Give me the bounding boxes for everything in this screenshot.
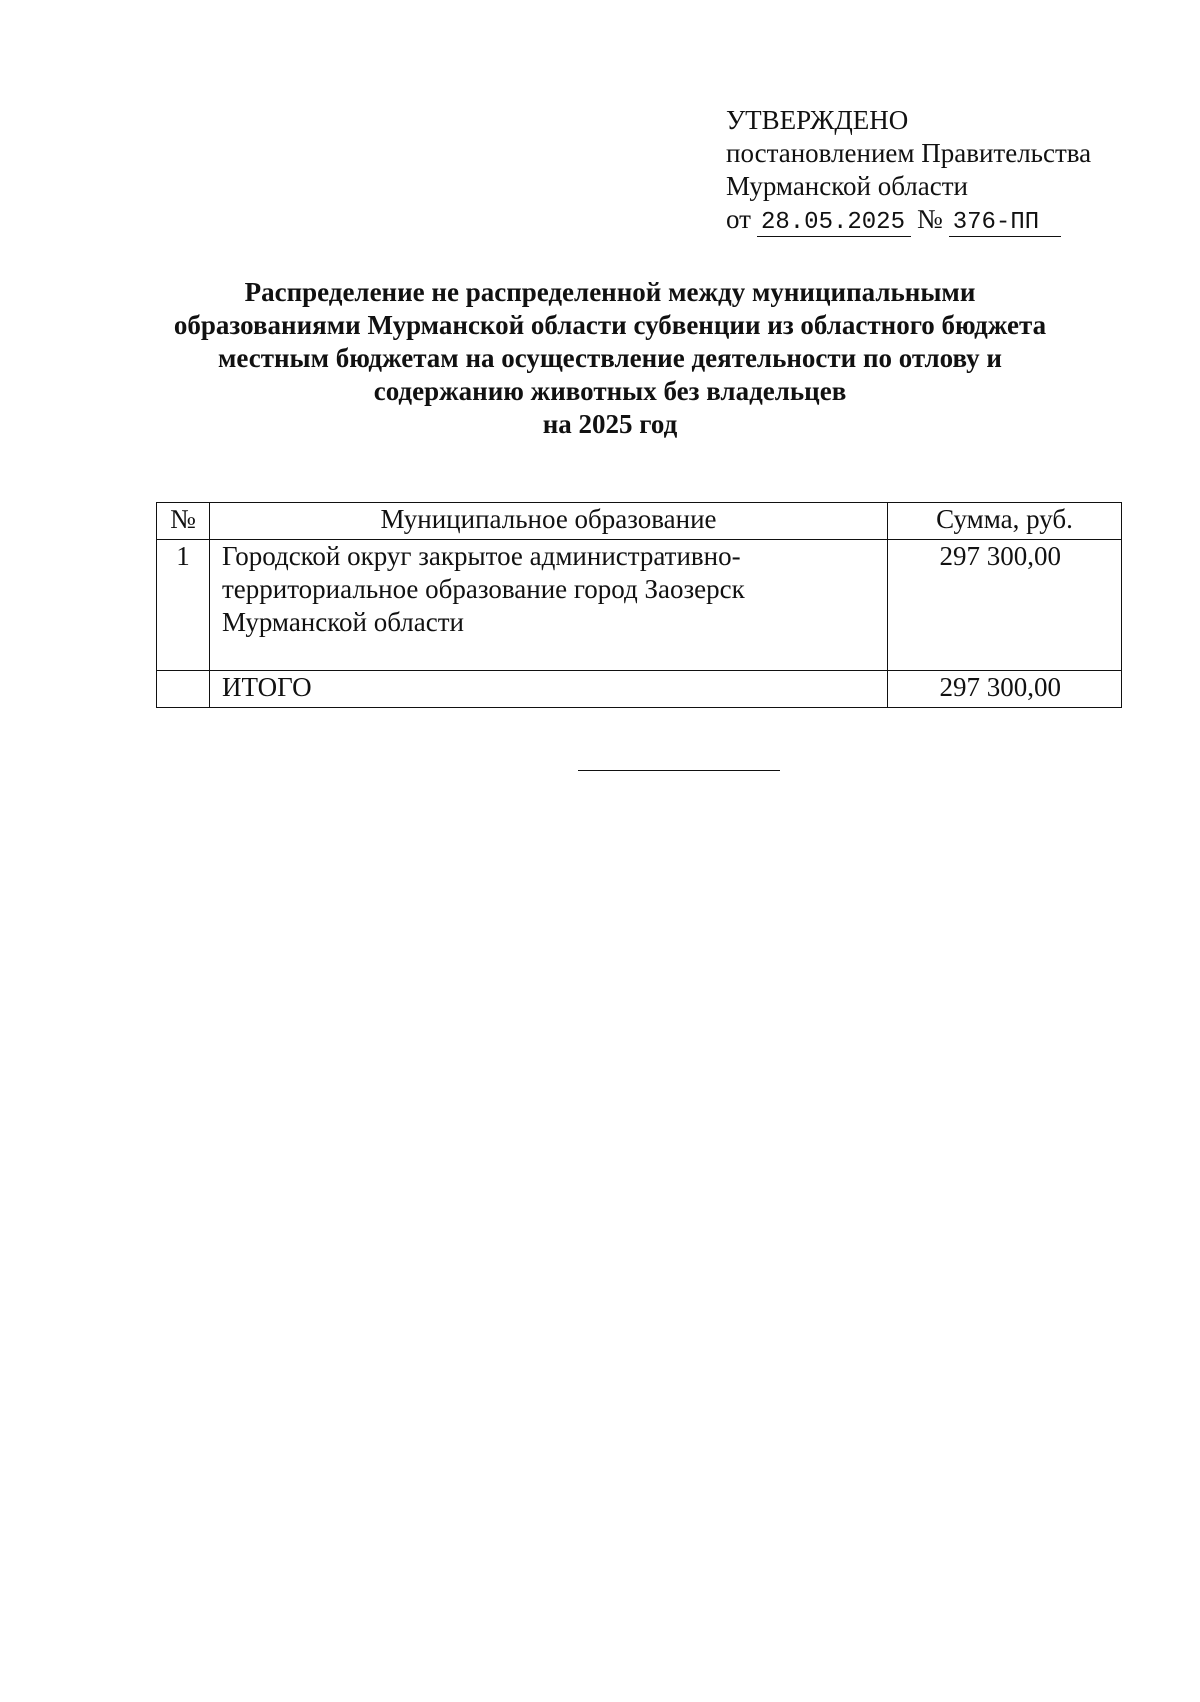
row-sum: 297 300,00 bbox=[888, 540, 1122, 671]
total-label: ИТОГО bbox=[210, 671, 888, 708]
header-number: № bbox=[157, 503, 210, 540]
title-line: местным бюджетам на осуществление деятельности по отлову и bbox=[218, 343, 1002, 373]
total-number-cell bbox=[157, 671, 210, 708]
table-total-row bbox=[157, 671, 1122, 708]
approval-line-region: Мурманской области bbox=[726, 171, 968, 201]
approval-date-number-line bbox=[726, 203, 1091, 237]
end-separator-line bbox=[578, 770, 780, 771]
decree-date: 28.05.2025 bbox=[757, 210, 911, 237]
approval-line-resolution: постановлением Правительства bbox=[726, 138, 1092, 168]
decree-number: 376-ПП bbox=[949, 210, 1061, 237]
title-line: Распределение не распределенной между муниципальными bbox=[244, 277, 976, 307]
distribution-table bbox=[156, 502, 1122, 708]
header-municipality: Муниципальное образование bbox=[210, 503, 888, 540]
municipality-line: территориальное образование город Заозерск bbox=[222, 574, 745, 604]
approval-heading: УТВЕРЖДЕНО bbox=[726, 105, 909, 135]
table-row bbox=[157, 540, 1122, 671]
header-sum: Сумма, руб. bbox=[888, 503, 1122, 540]
number-prefix: № bbox=[916, 204, 943, 234]
municipality-line: Городской округ закрытое административно- bbox=[222, 541, 741, 571]
title-year: на 2025 год bbox=[542, 409, 678, 439]
title-line: образованиями Мурманской области субвенции из областного бюджета bbox=[173, 310, 1047, 340]
row-number: 1 bbox=[157, 540, 210, 671]
total-sum: 297 300,00 bbox=[888, 671, 1122, 708]
municipality-line: Мурманской области bbox=[222, 607, 464, 637]
title-line: содержанию животных без владельцев bbox=[373, 376, 847, 406]
approval-stamp bbox=[726, 104, 1091, 237]
date-prefix: от bbox=[726, 204, 751, 234]
row-municipality bbox=[210, 540, 888, 671]
document-title bbox=[120, 276, 1100, 441]
table-header-row bbox=[157, 503, 1122, 540]
